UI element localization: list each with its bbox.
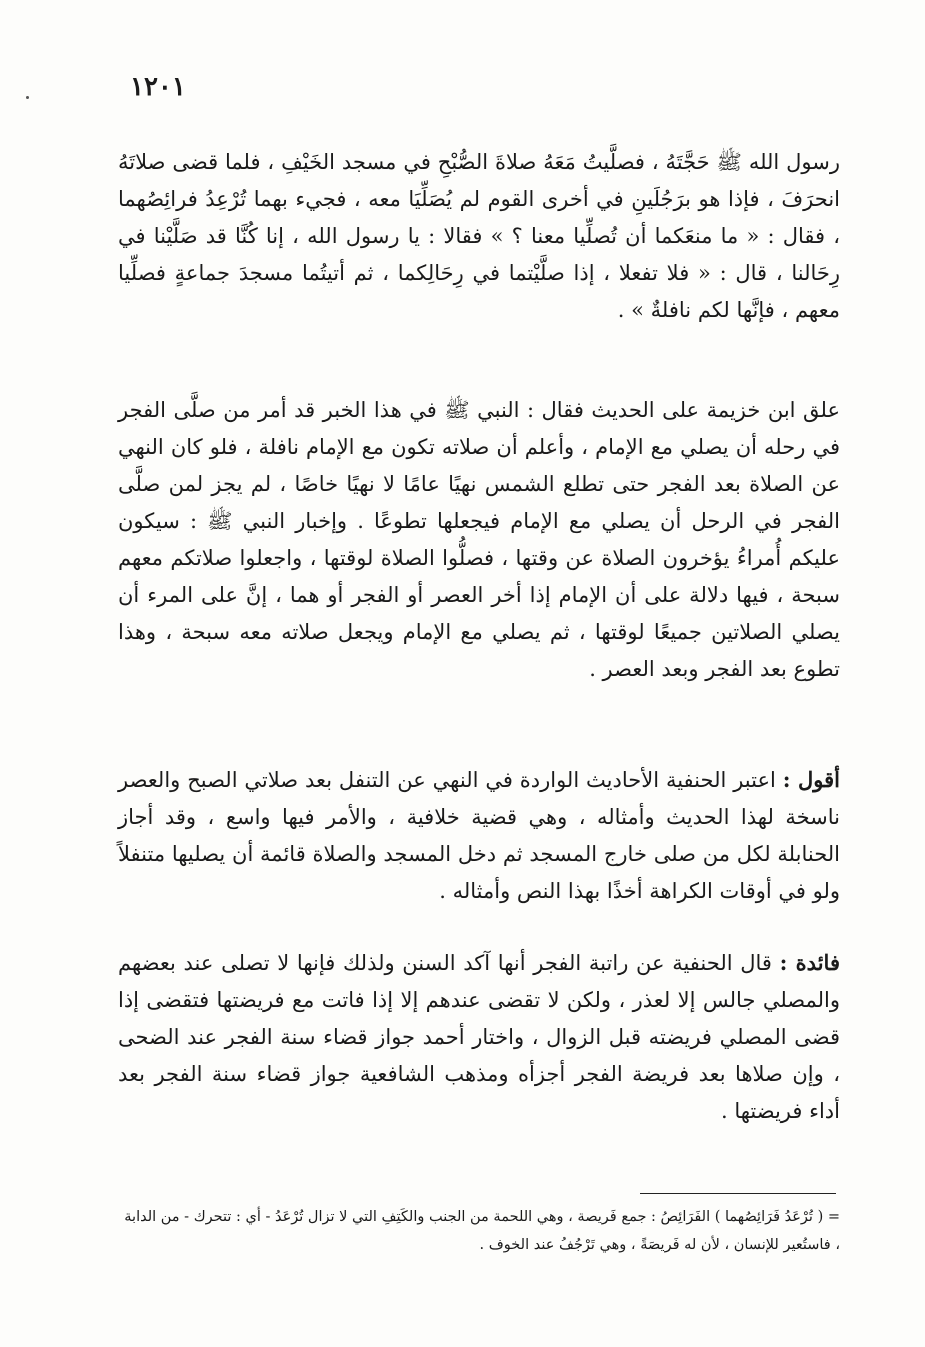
- paragraph-lead: أقول :: [782, 767, 840, 792]
- paragraph-text: قال الحنفية عن راتبة الفجر أنها آكد السنن ولذلك فإنها لا تصلى عند بعضهم والمصلي جالس إلا لعذر ، ولكن لا تقضى عندهم إلا إذا فاتت مع فريضتها فتقضى إذا قضى المصلي فريضته قبل الزوال ، واختار أحمد جواز قضاء سنة الفجر عند الضحى ، وإن صلاها بعد فريضة الفجر أجزأه ومذهب الشافعية جواز قضاء سنة الفجر بعد أداء فريضتها .: [118, 951, 840, 1123]
- scan-speck: [26, 96, 29, 99]
- footnote-divider: [640, 1193, 836, 1194]
- paragraph-text: رسول الله ﷺ حَجَّتَهُ ، فصلَّيتُ مَعَهُ صلاةَ الصُّبْحِ في مسجد الخَيْفِ ، فلما قضى صلاتَهُ انحرَفَ ، فإذا هو برَجُلَينِ في أخرى القوم لم يُصَلِّيَا معه ، فجيء بهما تُرْعِدُ فرائِصُهما ، فقال : « ما منعَكما أن تُصلِّيا معنا ؟ » فقالا : يا رسول الله ، إنا كُنَّا قد صَلَّيْنا في رِحَالنا ، قال : « فلا تفعلا ، إذا صلَّيْتما في رِحَالِكما ، ثم أتيتُما مسجدَ جماعةٍ فصلِّيا معهم ، فإنَّها لكم نافلةٌ » .: [118, 150, 840, 322]
- paragraph-benefit-note: [118, 944, 840, 1130]
- paragraph-ibn-khuzaymah-commentary: [118, 391, 840, 688]
- footnote: [118, 1203, 840, 1259]
- paragraph-hadith: [118, 143, 840, 329]
- paragraph-text: اعتبر الحنفية الأحاديث الواردة في النهي عن التنفل بعد صلاتي الصبح والعصر ناسخة لهذا الحديث وأمثاله ، وهي قضية خلافية ، والأمر فيها واسع ، وقد أجاز الحنابلة لكل من صلى خارج المسجد ثم دخل المسجد والصلاة قائمة أن يصليها متنفلاً ولو في أوقات الكراهة أخذًا بهذا النص وأمثاله .: [118, 768, 840, 903]
- paragraph-text: علق ابن خزيمة على الحديث فقال : النبي ﷺ في هذا الخبر قد أمر من صلَّى الفجر في رحله أن يصلي مع الإمام ، وأعلم أن صلاته تكون مع الإمام نافلة ، فلو كان النهي عن الصلاة بعد الفجر حتى تطلع الشمس نهيًا عامًا لا نهيًا خاصًا ، لم يجز لمن صلَّى الفجر في الرحل أن يصلي مع الإمام فيجعلها تطوعًا . وإخبار النبي ﷺ : سيكون عليكم أُمراءُ يؤخرون الصلاة عن وقتها ، فصلُّوا الصلاة لوقتها ، واجعلوا صلاتكم معهم سبحة ، فيها دلالة على أن الإمام إذا أخر العصر أو الفجر أو هما ، إنَّ على المرء أن يصلي الصلاتين جميعًا لوقتها ، ثم يصلي مع الإمام ويجعل صلاته معه سبحة ، وهذا تطوع بعد الفجر وبعد العصر .: [118, 398, 840, 681]
- footnote-text: = ( تُرْعَدُ فَرَائِصُهما ) الفَرَائِصُ : جمع فَريصة ، وهي اللحمة من الجنب والكَتِفِ التي لا تزال تُرْعَدُ - أي : تتحرك - من الدابة ، فاستُعير للإنسان ، لأن له فَريصَةً ، وهي تَرْجُفُ عند الخوف .: [124, 1209, 840, 1253]
- paragraph-author-remark: [118, 761, 840, 910]
- page-number: ١٢٠١: [130, 72, 186, 102]
- paragraph-lead: فائدة :: [779, 950, 840, 975]
